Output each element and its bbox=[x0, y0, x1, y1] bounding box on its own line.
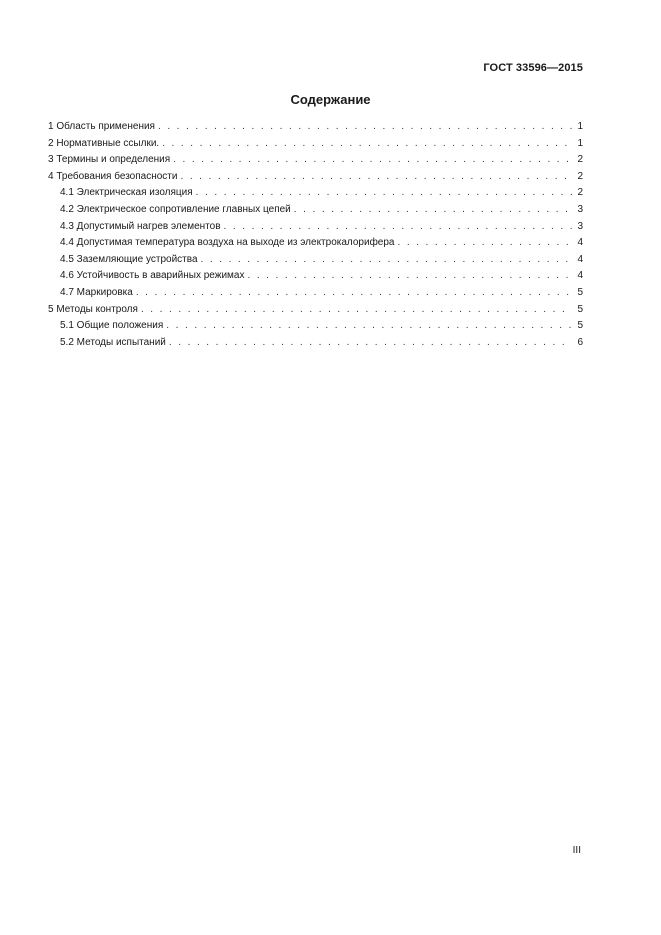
toc-dot-leader bbox=[180, 169, 572, 186]
toc-entry-label: 1 Область применения bbox=[48, 121, 155, 132]
toc-entry-label: 5 Методы контроля bbox=[48, 303, 138, 315]
toc-entry-4-1[interactable] bbox=[48, 185, 583, 202]
toc-entry-label: 5.2 Методы испытаний bbox=[60, 336, 166, 348]
toc-entry-label: 5.1 Общие положения bbox=[60, 320, 164, 332]
toc-entry-3[interactable] bbox=[48, 152, 583, 169]
toc-entry-label: 4.4 Допустимая температура воздуха на выходе из электрокалорифера bbox=[60, 237, 395, 249]
toc-entry-page: 6 bbox=[577, 336, 583, 348]
toc-dot-leader bbox=[294, 202, 572, 219]
toc-entry-page: 4 bbox=[577, 237, 583, 249]
toc-entry-4-5[interactable] bbox=[48, 252, 583, 269]
toc-entry-page: 1 bbox=[577, 137, 583, 149]
toc-entry-label: 3 Термины и определения bbox=[48, 154, 171, 166]
toc-entry-4-4[interactable] bbox=[48, 235, 583, 252]
toc-entry-4[interactable] bbox=[48, 169, 583, 186]
toc-dot-leader bbox=[173, 152, 572, 169]
toc-dot-leader bbox=[224, 219, 572, 236]
toc-entry-2[interactable] bbox=[48, 136, 583, 153]
toc-entry-page: 5 bbox=[577, 286, 583, 298]
toc-entry-page: 2 bbox=[577, 187, 583, 199]
toc-entry-label: 4.2 Электрическое сопротивление главных цепей bbox=[60, 203, 291, 215]
toc-entry-label: 4.3 Допустимый нагрев элементов bbox=[60, 220, 221, 232]
toc-entry-page: 2 bbox=[577, 170, 583, 182]
toc-entry-page: 4 bbox=[577, 253, 583, 265]
toc-entry-label: 4.6 Устойчивость в аварийных режимах bbox=[60, 270, 245, 282]
document-code: ГОСТ 33596—2015 bbox=[483, 62, 583, 74]
toc-entry-page: 2 bbox=[577, 154, 583, 166]
toc-entry-1[interactable] bbox=[48, 119, 583, 136]
toc-entry-4-6[interactable] bbox=[48, 268, 583, 285]
toc-entry-5-1[interactable] bbox=[48, 318, 583, 335]
toc-entry-page: 1 bbox=[577, 121, 583, 132]
toc-dot-leader bbox=[397, 235, 572, 252]
toc-dot-leader bbox=[196, 185, 572, 202]
toc-entry-label: 4 Требования безопасности bbox=[48, 170, 178, 182]
toc-dot-leader bbox=[247, 268, 572, 285]
toc-dot-leader bbox=[162, 136, 572, 153]
toc-entry-page: 3 bbox=[577, 203, 583, 215]
toc-entry-5-2[interactable] bbox=[48, 335, 583, 352]
toc-dot-leader bbox=[136, 285, 572, 302]
toc-dot-leader bbox=[166, 318, 572, 335]
toc-entry-4-7[interactable] bbox=[48, 285, 583, 302]
toc-entry-5[interactable] bbox=[48, 302, 583, 319]
toc-title: Содержание bbox=[290, 92, 371, 107]
toc-entry-4-2[interactable] bbox=[48, 202, 583, 219]
toc-entry-4-3[interactable] bbox=[48, 219, 583, 236]
toc-entry-label: 4.1 Электрическая изоляция bbox=[60, 187, 193, 199]
toc-dot-leader bbox=[169, 335, 572, 352]
toc-dot-leader bbox=[141, 302, 572, 319]
page-number: III bbox=[572, 845, 581, 856]
toc-entry-label: 2 Нормативные ссылки. bbox=[48, 137, 160, 149]
toc-entry-label: 4.7 Маркировка bbox=[60, 286, 133, 298]
toc-dot-leader bbox=[201, 252, 573, 269]
toc-entry-page: 5 bbox=[577, 320, 583, 332]
toc-dot-leader bbox=[158, 119, 572, 136]
toc-entry-page: 5 bbox=[577, 303, 583, 315]
table-of-contents bbox=[48, 119, 583, 351]
toc-entry-page: 4 bbox=[577, 270, 583, 282]
toc-entry-page: 3 bbox=[577, 220, 583, 232]
toc-entry-label: 4.5 Заземляющие устройства bbox=[60, 253, 198, 265]
